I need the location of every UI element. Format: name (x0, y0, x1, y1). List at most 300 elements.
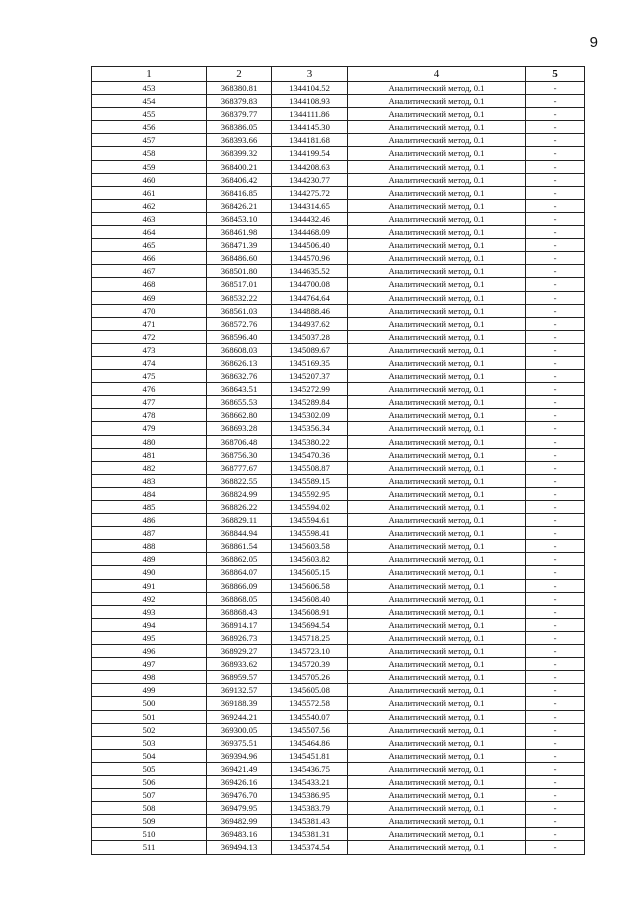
point-number-cell: 498 (92, 671, 207, 684)
x-coordinate-cell: 368662.80 (207, 409, 272, 422)
x-coordinate-cell: 368706.48 (207, 435, 272, 448)
point-number-cell: 458 (92, 147, 207, 160)
table-row (92, 226, 585, 239)
y-coordinate-cell: 1345169.35 (272, 356, 348, 369)
method-cell: Аналитический метод, 0.1 (348, 828, 526, 841)
method-cell: Аналитический метод, 0.1 (348, 343, 526, 356)
method-cell: Аналитический метод, 0.1 (348, 252, 526, 265)
point-number-cell: 481 (92, 448, 207, 461)
point-number-cell: 473 (92, 343, 207, 356)
y-coordinate-cell: 1344635.52 (272, 265, 348, 278)
method-cell: Аналитический метод, 0.1 (348, 540, 526, 553)
y-coordinate-cell: 1345386.95 (272, 789, 348, 802)
table-row (92, 775, 585, 788)
method-cell: Аналитический метод, 0.1 (348, 82, 526, 95)
table-body (92, 82, 585, 855)
point-number-cell: 466 (92, 252, 207, 265)
table-row (92, 147, 585, 160)
dash-cell: - (526, 134, 585, 147)
point-number-cell: 476 (92, 383, 207, 396)
dash-cell: - (526, 487, 585, 500)
y-coordinate-cell: 1344208.63 (272, 160, 348, 173)
table-row (92, 317, 585, 330)
method-cell: Аналитический метод, 0.1 (348, 160, 526, 173)
dash-cell: - (526, 749, 585, 762)
x-coordinate-cell: 368626.13 (207, 356, 272, 369)
x-coordinate-cell: 368608.03 (207, 343, 272, 356)
dash-cell: - (526, 815, 585, 828)
x-coordinate-cell: 369494.13 (207, 841, 272, 854)
point-number-cell: 511 (92, 841, 207, 854)
dash-cell: - (526, 658, 585, 671)
x-coordinate-cell: 368416.85 (207, 186, 272, 199)
y-coordinate-cell: 1344104.52 (272, 82, 348, 95)
y-coordinate-cell: 1344145.30 (272, 121, 348, 134)
point-number-cell: 478 (92, 409, 207, 422)
point-number-cell: 482 (92, 461, 207, 474)
table-row (92, 723, 585, 736)
point-number-cell: 507 (92, 789, 207, 802)
dash-cell: - (526, 239, 585, 252)
x-coordinate-cell: 369132.57 (207, 684, 272, 697)
point-number-cell: 462 (92, 199, 207, 212)
dash-cell: - (526, 186, 585, 199)
y-coordinate-cell: 1344764.64 (272, 291, 348, 304)
dash-cell: - (526, 356, 585, 369)
dash-cell: - (526, 265, 585, 278)
point-number-cell: 470 (92, 304, 207, 317)
method-cell: Аналитический метод, 0.1 (348, 501, 526, 514)
table-row (92, 658, 585, 671)
y-coordinate-cell: 1344468.09 (272, 226, 348, 239)
y-coordinate-cell: 1345507.56 (272, 723, 348, 736)
dash-cell: - (526, 684, 585, 697)
point-number-cell: 477 (92, 396, 207, 409)
y-coordinate-cell: 1344230.77 (272, 173, 348, 186)
x-coordinate-cell: 368486.60 (207, 252, 272, 265)
y-coordinate-cell: 1345383.79 (272, 802, 348, 815)
method-cell: Аналитический метод, 0.1 (348, 304, 526, 317)
x-coordinate-cell: 368379.83 (207, 95, 272, 108)
table-row (92, 514, 585, 527)
table-row (92, 618, 585, 631)
point-number-cell: 472 (92, 330, 207, 343)
method-cell: Аналитический метод, 0.1 (348, 239, 526, 252)
method-cell: Аналитический метод, 0.1 (348, 370, 526, 383)
x-coordinate-cell: 369421.49 (207, 762, 272, 775)
x-coordinate-cell: 368862.05 (207, 553, 272, 566)
point-number-cell: 453 (92, 82, 207, 95)
y-coordinate-cell: 1345720.39 (272, 658, 348, 671)
method-cell: Аналитический метод, 0.1 (348, 317, 526, 330)
x-coordinate-cell: 369244.21 (207, 710, 272, 723)
y-coordinate-cell: 1344570.96 (272, 252, 348, 265)
dash-cell: - (526, 605, 585, 618)
point-number-cell: 455 (92, 108, 207, 121)
y-coordinate-cell: 1345436.75 (272, 762, 348, 775)
point-number-cell: 492 (92, 592, 207, 605)
method-cell: Аналитический метод, 0.1 (348, 815, 526, 828)
method-cell: Аналитический метод, 0.1 (348, 461, 526, 474)
y-coordinate-cell: 1345464.86 (272, 736, 348, 749)
dash-cell: - (526, 540, 585, 553)
method-cell: Аналитический метод, 0.1 (348, 422, 526, 435)
page-number: 9 (589, 34, 598, 51)
table-row (92, 448, 585, 461)
dash-cell: - (526, 802, 585, 815)
y-coordinate-cell: 1345606.58 (272, 579, 348, 592)
y-coordinate-cell: 1344199.54 (272, 147, 348, 160)
dash-cell: - (526, 396, 585, 409)
method-cell: Аналитический метод, 0.1 (348, 396, 526, 409)
point-number-cell: 484 (92, 487, 207, 500)
y-coordinate-cell: 1345508.87 (272, 461, 348, 474)
x-coordinate-cell: 368393.66 (207, 134, 272, 147)
point-number-cell: 456 (92, 121, 207, 134)
point-number-cell: 495 (92, 631, 207, 644)
x-coordinate-cell: 368693.28 (207, 422, 272, 435)
method-cell: Аналитический метод, 0.1 (348, 409, 526, 422)
point-number-cell: 454 (92, 95, 207, 108)
point-number-cell: 509 (92, 815, 207, 828)
point-number-cell: 496 (92, 645, 207, 658)
method-cell: Аналитический метод, 0.1 (348, 592, 526, 605)
point-number-cell: 488 (92, 540, 207, 553)
table-row (92, 278, 585, 291)
x-coordinate-cell: 368777.67 (207, 461, 272, 474)
y-coordinate-cell: 1345694.54 (272, 618, 348, 631)
method-cell: Аналитический метод, 0.1 (348, 212, 526, 225)
point-number-cell: 464 (92, 226, 207, 239)
dash-cell: - (526, 226, 585, 239)
point-number-cell: 506 (92, 775, 207, 788)
table-row (92, 108, 585, 121)
dash-cell: - (526, 199, 585, 212)
x-coordinate-cell: 368959.57 (207, 671, 272, 684)
dash-cell: - (526, 775, 585, 788)
x-coordinate-cell: 368561.03 (207, 304, 272, 317)
header-col-1: 1 (92, 67, 207, 82)
dash-cell: - (526, 108, 585, 121)
x-coordinate-cell: 368572.76 (207, 317, 272, 330)
dash-cell: - (526, 579, 585, 592)
x-coordinate-cell: 369426.16 (207, 775, 272, 788)
dash-cell: - (526, 474, 585, 487)
table-row (92, 160, 585, 173)
dash-cell: - (526, 121, 585, 134)
point-number-cell: 479 (92, 422, 207, 435)
y-coordinate-cell: 1345605.08 (272, 684, 348, 697)
header-col-5: 5 (526, 67, 585, 82)
x-coordinate-cell: 368914.17 (207, 618, 272, 631)
y-coordinate-cell: 1345608.40 (272, 592, 348, 605)
point-number-cell: 493 (92, 605, 207, 618)
x-coordinate-cell: 368501.80 (207, 265, 272, 278)
y-coordinate-cell: 1345603.58 (272, 540, 348, 553)
x-coordinate-cell: 368471.39 (207, 239, 272, 252)
table-row (92, 383, 585, 396)
table-row (92, 553, 585, 566)
dash-cell: - (526, 514, 585, 527)
dash-cell: - (526, 343, 585, 356)
point-number-cell: 510 (92, 828, 207, 841)
point-number-cell: 457 (92, 134, 207, 147)
point-number-cell: 491 (92, 579, 207, 592)
header-col-3: 3 (272, 67, 348, 82)
dash-cell: - (526, 592, 585, 605)
method-cell: Аналитический метод, 0.1 (348, 356, 526, 369)
method-cell: Аналитический метод, 0.1 (348, 749, 526, 762)
y-coordinate-cell: 1345589.15 (272, 474, 348, 487)
point-number-cell: 480 (92, 435, 207, 448)
dash-cell: - (526, 383, 585, 396)
table-header-row (92, 67, 585, 82)
y-coordinate-cell: 1345433.21 (272, 775, 348, 788)
y-coordinate-cell: 1345374.54 (272, 841, 348, 854)
point-number-cell: 483 (92, 474, 207, 487)
point-number-cell: 503 (92, 736, 207, 749)
method-cell: Аналитический метод, 0.1 (348, 605, 526, 618)
dash-cell: - (526, 710, 585, 723)
y-coordinate-cell: 1344937.62 (272, 317, 348, 330)
table-row (92, 592, 585, 605)
table-row (92, 566, 585, 579)
y-coordinate-cell: 1345540.07 (272, 710, 348, 723)
dash-cell: - (526, 278, 585, 291)
table-row (92, 121, 585, 134)
y-coordinate-cell: 1345380.22 (272, 435, 348, 448)
table-row (92, 802, 585, 815)
x-coordinate-cell: 368386.05 (207, 121, 272, 134)
x-coordinate-cell: 368426.21 (207, 199, 272, 212)
dash-cell: - (526, 330, 585, 343)
table-row (92, 239, 585, 252)
y-coordinate-cell: 1345572.58 (272, 697, 348, 710)
point-number-cell: 474 (92, 356, 207, 369)
table-row (92, 671, 585, 684)
dash-cell: - (526, 697, 585, 710)
table-row (92, 396, 585, 409)
y-coordinate-cell: 1345207.37 (272, 370, 348, 383)
x-coordinate-cell: 369394.96 (207, 749, 272, 762)
table-row (92, 605, 585, 618)
dash-cell: - (526, 618, 585, 631)
method-cell: Аналитический метод, 0.1 (348, 658, 526, 671)
y-coordinate-cell: 1344432.46 (272, 212, 348, 225)
x-coordinate-cell: 369300.05 (207, 723, 272, 736)
method-cell: Аналитический метод, 0.1 (348, 841, 526, 854)
method-cell: Аналитический метод, 0.1 (348, 645, 526, 658)
dash-cell: - (526, 762, 585, 775)
method-cell: Аналитический метод, 0.1 (348, 121, 526, 134)
y-coordinate-cell: 1344888.46 (272, 304, 348, 317)
method-cell: Аналитический метод, 0.1 (348, 527, 526, 540)
method-cell: Аналитический метод, 0.1 (348, 108, 526, 121)
y-coordinate-cell: 1345302.09 (272, 409, 348, 422)
point-number-cell: 505 (92, 762, 207, 775)
method-cell: Аналитический метод, 0.1 (348, 736, 526, 749)
y-coordinate-cell: 1344506.40 (272, 239, 348, 252)
method-cell: Аналитический метод, 0.1 (348, 199, 526, 212)
y-coordinate-cell: 1345718.25 (272, 631, 348, 644)
y-coordinate-cell: 1344275.72 (272, 186, 348, 199)
dash-cell: - (526, 736, 585, 749)
table-row (92, 789, 585, 802)
y-coordinate-cell: 1345470.36 (272, 448, 348, 461)
y-coordinate-cell: 1344108.93 (272, 95, 348, 108)
x-coordinate-cell: 368866.09 (207, 579, 272, 592)
point-number-cell: 465 (92, 239, 207, 252)
point-number-cell: 504 (92, 749, 207, 762)
table-row (92, 186, 585, 199)
dash-cell: - (526, 789, 585, 802)
x-coordinate-cell: 369188.39 (207, 697, 272, 710)
table-row (92, 409, 585, 422)
dash-cell: - (526, 160, 585, 173)
table-row (92, 645, 585, 658)
y-coordinate-cell: 1345594.02 (272, 501, 348, 514)
table-row (92, 487, 585, 500)
table-row (92, 474, 585, 487)
point-number-cell: 494 (92, 618, 207, 631)
x-coordinate-cell: 368926.73 (207, 631, 272, 644)
point-number-cell: 463 (92, 212, 207, 225)
dash-cell: - (526, 435, 585, 448)
method-cell: Аналитический метод, 0.1 (348, 278, 526, 291)
y-coordinate-cell: 1345598.41 (272, 527, 348, 540)
y-coordinate-cell: 1345451.81 (272, 749, 348, 762)
y-coordinate-cell: 1345594.61 (272, 514, 348, 527)
point-number-cell: 490 (92, 566, 207, 579)
point-number-cell: 471 (92, 317, 207, 330)
method-cell: Аналитический метод, 0.1 (348, 618, 526, 631)
point-number-cell: 497 (92, 658, 207, 671)
method-cell: Аналитический метод, 0.1 (348, 448, 526, 461)
y-coordinate-cell: 1345037.28 (272, 330, 348, 343)
dash-cell: - (526, 173, 585, 186)
table-row (92, 291, 585, 304)
point-number-cell: 500 (92, 697, 207, 710)
method-cell: Аналитический метод, 0.1 (348, 265, 526, 278)
table-row (92, 265, 585, 278)
method-cell: Аналитический метод, 0.1 (348, 710, 526, 723)
x-coordinate-cell: 368824.99 (207, 487, 272, 500)
method-cell: Аналитический метод, 0.1 (348, 134, 526, 147)
point-number-cell: 508 (92, 802, 207, 815)
table-row (92, 199, 585, 212)
table-row (92, 435, 585, 448)
table-row (92, 134, 585, 147)
y-coordinate-cell: 1345603.82 (272, 553, 348, 566)
dash-cell: - (526, 501, 585, 514)
x-coordinate-cell: 369375.51 (207, 736, 272, 749)
table-row (92, 304, 585, 317)
dash-cell: - (526, 631, 585, 644)
method-cell: Аналитический метод, 0.1 (348, 762, 526, 775)
y-coordinate-cell: 1344700.08 (272, 278, 348, 291)
dash-cell: - (526, 527, 585, 540)
dash-cell: - (526, 566, 585, 579)
method-cell: Аналитический метод, 0.1 (348, 697, 526, 710)
method-cell: Аналитический метод, 0.1 (348, 684, 526, 697)
method-cell: Аналитический метод, 0.1 (348, 147, 526, 160)
dash-cell: - (526, 841, 585, 854)
dash-cell: - (526, 82, 585, 95)
table-row (92, 356, 585, 369)
dash-cell: - (526, 553, 585, 566)
table-row (92, 736, 585, 749)
x-coordinate-cell: 368822.55 (207, 474, 272, 487)
table-row (92, 370, 585, 383)
method-cell: Аналитический метод, 0.1 (348, 553, 526, 566)
y-coordinate-cell: 1345356.34 (272, 422, 348, 435)
coordinates-table (91, 66, 585, 855)
point-number-cell: 486 (92, 514, 207, 527)
method-cell: Аналитический метод, 0.1 (348, 514, 526, 527)
method-cell: Аналитический метод, 0.1 (348, 95, 526, 108)
table-row (92, 815, 585, 828)
dash-cell: - (526, 671, 585, 684)
point-number-cell: 499 (92, 684, 207, 697)
method-cell: Аналитический метод, 0.1 (348, 435, 526, 448)
y-coordinate-cell: 1345381.43 (272, 815, 348, 828)
method-cell: Аналитический метод, 0.1 (348, 474, 526, 487)
dash-cell: - (526, 461, 585, 474)
point-number-cell: 485 (92, 501, 207, 514)
point-number-cell: 460 (92, 173, 207, 186)
table-row (92, 343, 585, 356)
dash-cell: - (526, 95, 585, 108)
table-row (92, 501, 585, 514)
table-row (92, 95, 585, 108)
point-number-cell: 487 (92, 527, 207, 540)
table-row (92, 461, 585, 474)
table-row (92, 212, 585, 225)
table-row (92, 173, 585, 186)
x-coordinate-cell: 368379.77 (207, 108, 272, 121)
table-row (92, 579, 585, 592)
point-number-cell: 469 (92, 291, 207, 304)
header-col-2: 2 (207, 67, 272, 82)
method-cell: Аналитический метод, 0.1 (348, 671, 526, 684)
table-row (92, 697, 585, 710)
table-row (92, 422, 585, 435)
y-coordinate-cell: 1345605.15 (272, 566, 348, 579)
point-number-cell: 475 (92, 370, 207, 383)
x-coordinate-cell: 368756.30 (207, 448, 272, 461)
table-row (92, 762, 585, 775)
table-row (92, 252, 585, 265)
method-cell: Аналитический метод, 0.1 (348, 226, 526, 239)
x-coordinate-cell: 369482.99 (207, 815, 272, 828)
y-coordinate-cell: 1344181.68 (272, 134, 348, 147)
point-number-cell: 502 (92, 723, 207, 736)
table-row (92, 710, 585, 723)
table-row (92, 684, 585, 697)
y-coordinate-cell: 1345272.99 (272, 383, 348, 396)
dash-cell: - (526, 317, 585, 330)
y-coordinate-cell: 1345289.84 (272, 396, 348, 409)
table-row (92, 330, 585, 343)
method-cell: Аналитический метод, 0.1 (348, 383, 526, 396)
table-row (92, 631, 585, 644)
x-coordinate-cell: 368453.10 (207, 212, 272, 225)
x-coordinate-cell: 368380.81 (207, 82, 272, 95)
x-coordinate-cell: 369483.16 (207, 828, 272, 841)
x-coordinate-cell: 368868.43 (207, 605, 272, 618)
dash-cell: - (526, 448, 585, 461)
x-coordinate-cell: 368399.32 (207, 147, 272, 160)
